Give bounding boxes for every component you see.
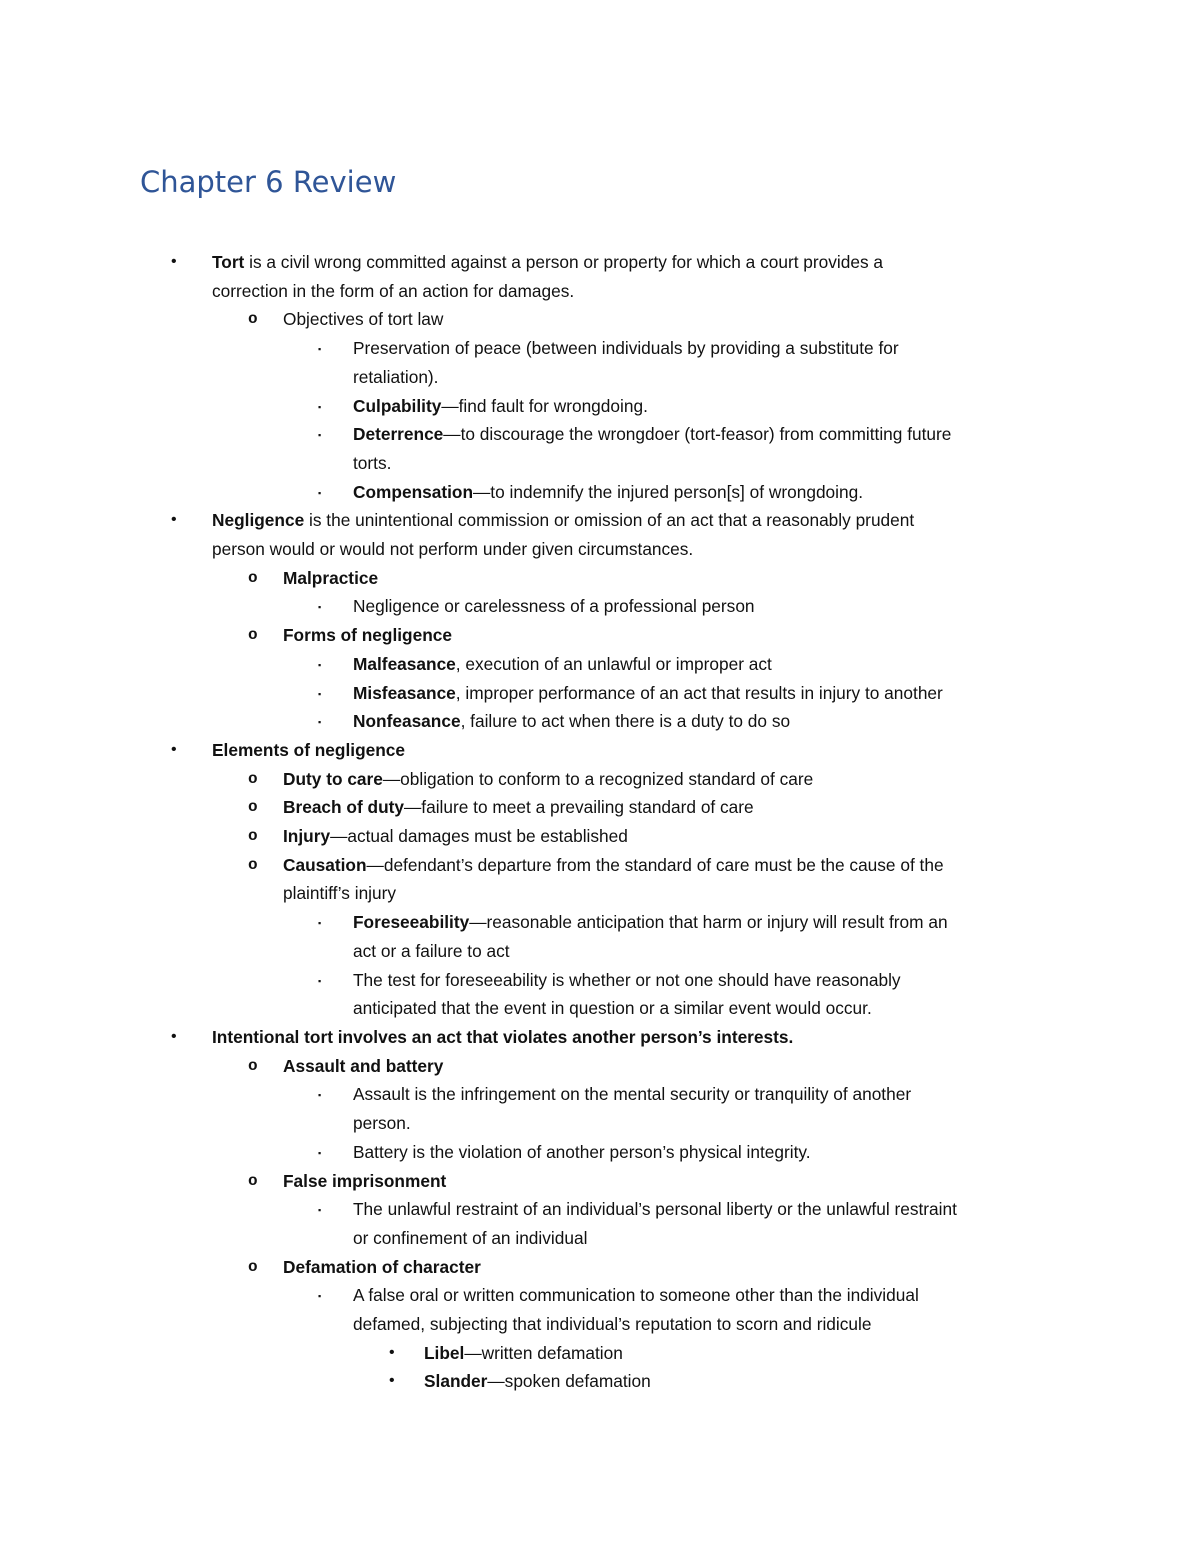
bullet-circle-icon: o: [248, 827, 258, 846]
list-item: [0, 1109, 1200, 1138]
bullet-square-icon: ▪: [318, 659, 322, 670]
bullet-square-icon: ▪: [318, 487, 322, 498]
list-item: [0, 1167, 1200, 1196]
page-title: Chapter 6 Review: [140, 165, 397, 199]
list-item-term: Malfeasance: [353, 653, 456, 674]
bullet-circle-icon: o: [248, 1171, 258, 1190]
list-item-term: Forms of negligence: [283, 625, 452, 646]
outline-list: [0, 248, 1200, 1396]
list-item-text: [353, 334, 1200, 363]
list-item: [0, 420, 1200, 449]
list-item-description: is a civil wrong committed against a person or property for which a court provides a: [244, 252, 884, 272]
bullet-circle-icon: o: [248, 798, 258, 817]
list-item-description: —failure to meet a prevailing standard of care: [404, 797, 754, 818]
list-item-term: Defamation of character: [283, 1256, 481, 1277]
list-item-text: [353, 363, 1200, 392]
list-item-description: Objectives of tort law: [283, 309, 444, 330]
list-item: [0, 994, 1200, 1023]
list-item: [0, 822, 1200, 851]
list-item: [0, 966, 1200, 995]
list-item: [0, 736, 1200, 765]
list-item-text: [353, 650, 1200, 679]
list-item-text: [283, 1167, 1200, 1196]
bullet-disc-icon: •: [389, 1372, 395, 1390]
list-item-text: [353, 994, 1200, 1023]
list-item-description: defamed, subjecting that individual’s reputation to scorn and ridicule: [353, 1314, 872, 1335]
list-item-term: Misfeasance: [353, 682, 456, 703]
list-item-text: [212, 506, 1200, 535]
list-item-description: —to indemnify the injured person[s] of wrongdoing.: [473, 481, 864, 502]
list-item-text: [353, 1224, 1200, 1253]
list-item: [0, 1310, 1200, 1339]
list-item: [0, 879, 1200, 908]
list-item-term: Culpability: [353, 395, 442, 416]
list-item-text: [353, 449, 1200, 478]
bullet-circle-icon: o: [248, 310, 258, 329]
list-item-text: [353, 966, 1200, 995]
list-item-term: Duty to care: [283, 768, 383, 789]
list-item: [0, 1339, 1200, 1368]
bullet-square-icon: ▪: [318, 1147, 322, 1158]
list-item: [0, 564, 1200, 593]
list-item-text: [353, 1281, 1200, 1310]
list-item-term: Elements of negligence: [212, 739, 406, 760]
list-item: [0, 1195, 1200, 1224]
list-item-term: Deterrence: [353, 424, 444, 445]
list-item-term: Slander: [424, 1371, 488, 1392]
list-item: [0, 1253, 1200, 1282]
list-item: [0, 1367, 1200, 1396]
list-item-term: Foreseeability: [353, 912, 470, 933]
list-item: [0, 363, 1200, 392]
bullet-square-icon: ▪: [318, 1090, 322, 1101]
list-item-text: [283, 879, 1200, 908]
list-item-term: Assault and battery: [283, 1055, 444, 1076]
list-item-text: [424, 1367, 1200, 1396]
list-item-description: —spoken defamation: [487, 1371, 651, 1392]
list-item-text: [212, 535, 1200, 564]
list-item: [0, 1224, 1200, 1253]
bullet-disc-icon: •: [171, 1027, 177, 1045]
list-item-description: —written defamation: [464, 1342, 623, 1363]
bullet-square-icon: ▪: [318, 975, 322, 986]
list-item-term: False imprisonment: [283, 1170, 447, 1191]
list-item-text: [353, 1138, 1200, 1167]
list-item-text: [353, 1109, 1200, 1138]
bullet-square-icon: ▪: [318, 401, 322, 412]
list-item-text: [283, 621, 1200, 650]
list-item-description: —defendant’s departure from the standard of care must be the cause of the: [366, 854, 944, 875]
list-item: [0, 707, 1200, 736]
list-item-description: —actual damages must be established: [330, 826, 628, 847]
bullet-disc-icon: •: [389, 1343, 395, 1361]
list-item-description: anticipated that the event in question or a similar event would occur.: [353, 998, 872, 1019]
bullet-square-icon: ▪: [318, 1291, 322, 1302]
list-item-term: Compensation: [353, 481, 474, 502]
list-item-description: , improper performance of an act that results in injury to another: [455, 682, 943, 703]
list-item: [0, 248, 1200, 277]
list-item: [0, 506, 1200, 535]
bullet-square-icon: ▪: [318, 688, 322, 699]
list-item-description: Preservation of peace (between individuals by providing a substitute for: [353, 338, 899, 359]
list-item: [0, 765, 1200, 794]
list-item: [0, 1052, 1200, 1081]
list-item-text: [424, 1339, 1200, 1368]
bullet-square-icon: ▪: [318, 717, 322, 728]
list-item-text: [353, 1310, 1200, 1339]
list-item-text: [283, 851, 1200, 880]
list-item: [0, 937, 1200, 966]
list-item-description: correction in the form of an action for damages.: [212, 280, 575, 301]
list-item: [0, 305, 1200, 334]
list-item-text: [283, 765, 1200, 794]
list-item: [0, 1023, 1200, 1052]
list-item-description: , execution of an unlawful or improper act: [455, 653, 772, 674]
list-item: [0, 334, 1200, 363]
list-item-description: —reasonable anticipation that harm or injury will result from an: [469, 912, 948, 933]
list-item-text: [353, 937, 1200, 966]
list-item-term: Injury: [283, 826, 331, 847]
list-item-description: The unlawful restraint of an individual’s personal liberty or the unlawful restraint: [353, 1199, 957, 1220]
list-item-text: [353, 707, 1200, 736]
list-item-description: , failure to act when there is a duty to do so: [460, 711, 791, 732]
list-item-text: [353, 592, 1200, 621]
list-item: [0, 1138, 1200, 1167]
list-item-description: Negligence or carelessness of a professional person: [353, 596, 755, 617]
list-item-description: plaintiff’s injury: [283, 883, 397, 904]
list-item-description: person.: [353, 1113, 411, 1134]
list-item-text: [353, 420, 1200, 449]
list-item: [0, 535, 1200, 564]
list-item: [0, 679, 1200, 708]
bullet-circle-icon: o: [248, 855, 258, 874]
list-item-text: [353, 478, 1200, 507]
bullet-square-icon: ▪: [318, 344, 322, 355]
list-item-text: [212, 248, 1200, 277]
list-item-text: [353, 392, 1200, 421]
list-item-term: Causation: [283, 854, 367, 875]
bullet-square-icon: ▪: [318, 918, 322, 929]
list-item-description: Battery is the violation of another person’s physical integrity.: [353, 1141, 811, 1162]
list-item-term: Nonfeasance: [353, 711, 461, 732]
list-item-term: Libel: [424, 1342, 465, 1363]
list-item-text: [283, 1253, 1200, 1282]
list-item-text: [353, 1195, 1200, 1224]
list-item-term: Negligence: [212, 510, 305, 531]
list-item: [0, 392, 1200, 421]
list-item-description: —find fault for wrongdoing.: [441, 395, 648, 416]
bullet-square-icon: ▪: [318, 1205, 322, 1216]
list-item-description: The test for foreseeability is whether or not one should have reasonably: [353, 969, 901, 990]
bullet-disc-icon: •: [171, 253, 177, 270]
list-item: [0, 449, 1200, 478]
bullet-circle-icon: o: [248, 1056, 258, 1075]
list-item-text: [353, 1080, 1200, 1109]
list-item-text: [283, 1052, 1200, 1081]
list-item-text: [212, 736, 1200, 765]
list-item-term: Malpractice: [283, 567, 379, 588]
list-item-description: —obligation to conform to a recognized standard of care: [382, 768, 814, 789]
list-item-text: [353, 679, 1200, 708]
bullet-circle-icon: o: [248, 626, 258, 645]
bullet-circle-icon: o: [248, 769, 258, 788]
list-item: [0, 277, 1200, 306]
list-item-description: act or a failure to act: [353, 940, 510, 961]
list-item-text: [283, 822, 1200, 851]
list-item: [0, 793, 1200, 822]
bullet-disc-icon: •: [171, 740, 177, 758]
list-item-description: torts.: [353, 452, 392, 473]
list-item-text: [212, 277, 1200, 306]
list-item-text: [283, 305, 1200, 334]
list-item-description: retaliation).: [353, 366, 439, 387]
list-item-description: or confinement of an individual: [353, 1227, 588, 1248]
list-item-text: [353, 908, 1200, 937]
bullet-disc-icon: •: [171, 511, 177, 529]
list-item-description: A false oral or written communication to someone other than the individual: [353, 1285, 919, 1306]
list-item: [0, 621, 1200, 650]
list-item-term: Intentional tort involves an act that violates another person’s interests.: [212, 1026, 794, 1047]
list-item: [0, 851, 1200, 880]
list-item-description: person would or would not perform under given circumstances.: [212, 539, 694, 560]
list-item: [0, 592, 1200, 621]
list-item-description: Assault is the infringement on the mental security or tranquility of another: [353, 1084, 912, 1105]
list-item: [0, 650, 1200, 679]
bullet-circle-icon: o: [248, 568, 258, 587]
list-item-text: [283, 793, 1200, 822]
bullet-square-icon: ▪: [318, 602, 322, 613]
list-item: [0, 908, 1200, 937]
bullet-circle-icon: o: [248, 1257, 258, 1276]
bullet-square-icon: ▪: [318, 430, 322, 441]
list-item: [0, 1080, 1200, 1109]
list-item-term: Breach of duty: [283, 797, 404, 818]
list-item-description: is the unintentional commission or omission of an act that a reasonably prudent: [304, 510, 915, 531]
list-item-term: Tort: [212, 252, 245, 272]
list-item-description: —to discourage the wrongdoer (tort-feasor) from committing future: [443, 424, 952, 445]
list-item: [0, 1281, 1200, 1310]
list-item-text: [283, 564, 1200, 593]
list-item: [0, 478, 1200, 507]
list-item-text: [212, 1023, 1200, 1052]
